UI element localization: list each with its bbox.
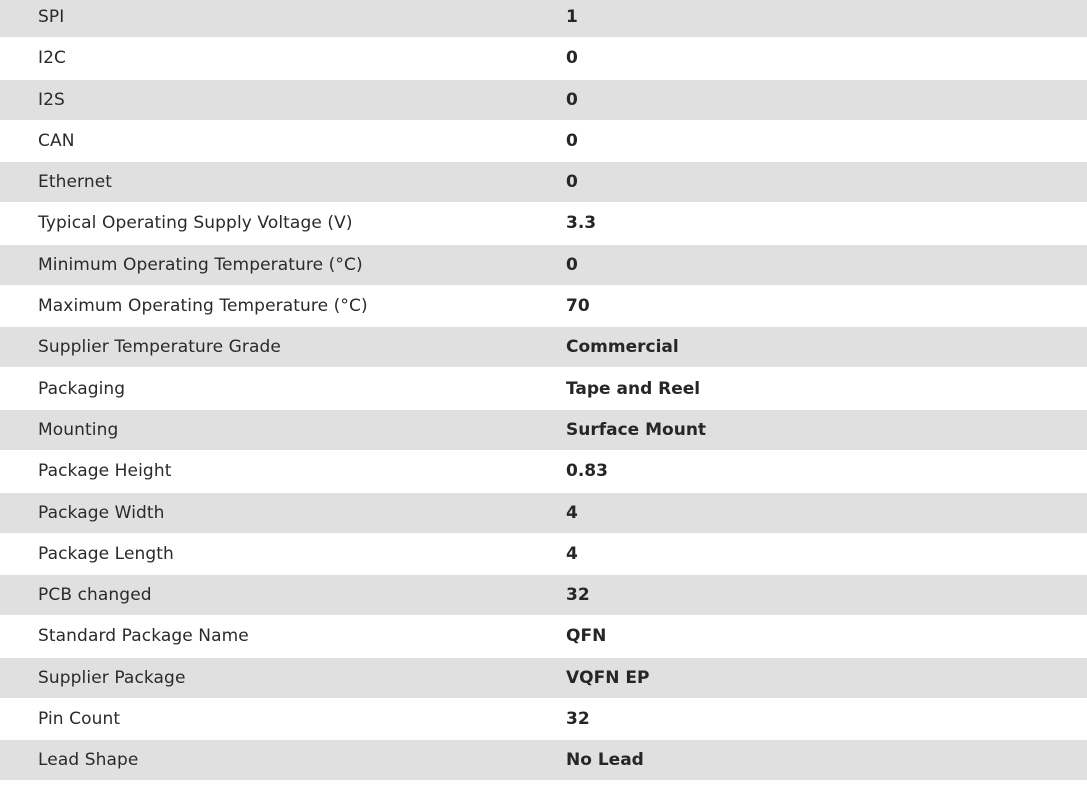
table-row-i2s (0, 80, 1087, 120)
table-row-spi (0, 0, 1087, 37)
spec-value: 0 (566, 254, 578, 275)
table-row-i2c (0, 37, 1087, 80)
spec-value: 4 (566, 502, 578, 523)
table-row-mounting (0, 410, 1087, 450)
spec-label: Maximum Operating Temperature (°C) (38, 296, 368, 317)
spec-value: Surface Mount (566, 419, 707, 440)
table-row-standard-package-name (0, 615, 1087, 658)
spec-label: Package Length (38, 543, 174, 564)
spec-label: Lead Shape (38, 750, 139, 771)
spec-label: Standard Package Name (38, 626, 249, 647)
spec-value: 0 (566, 48, 578, 69)
spec-label: Ethernet (38, 172, 113, 193)
spec-label: SPI (38, 7, 65, 27)
table-row-can (0, 120, 1087, 163)
spec-value: QFN (566, 626, 607, 647)
spec-label: Packaging (38, 378, 126, 399)
spec-label: Typical Operating Supply Voltage (V) (38, 213, 353, 234)
spec-value: 32 (566, 585, 590, 606)
table-row-supplier-package (0, 658, 1087, 698)
spec-label: CAN (38, 130, 75, 151)
spec-label: I2C (38, 48, 66, 69)
spec-value: No Lead (566, 750, 644, 771)
spec-value: VQFN EP (566, 667, 650, 688)
spec-label: Supplier Package (38, 667, 186, 688)
table-row-package-width (0, 493, 1087, 533)
spec-value: 70 (566, 296, 590, 317)
spec-value: Tape and Reel (566, 378, 701, 399)
spec-value: Commercial (566, 337, 679, 358)
spec-value: 32 (566, 709, 590, 730)
table-row-package-height (0, 450, 1087, 493)
table-row-pcb-changed (0, 575, 1087, 615)
spec-value: 0 (566, 172, 578, 193)
spec-label: Package Height (38, 461, 172, 482)
table-row-min-temperature (0, 245, 1087, 285)
spec-label: Minimum Operating Temperature (°C) (38, 254, 363, 275)
spec-value: 3.3 (566, 213, 597, 234)
table-row-temperature-grade (0, 327, 1087, 367)
spec-label: Supplier Temperature Grade (38, 337, 281, 358)
spec-label: PCB changed (38, 585, 152, 606)
table-row-ethernet (0, 162, 1087, 202)
table-row-max-temperature (0, 285, 1087, 328)
table-row-package-length (0, 533, 1087, 576)
spec-value: 0 (566, 89, 578, 110)
table-row-supply-voltage (0, 202, 1087, 245)
spec-value: 4 (566, 543, 578, 564)
spec-value: 0 (566, 130, 578, 151)
table-row-pin-count (0, 698, 1087, 741)
table-row-lead-shape (0, 740, 1087, 780)
spec-label: Pin Count (38, 709, 121, 730)
spec-label: Mounting (38, 419, 119, 440)
spec-value: 0.83 (566, 461, 608, 482)
spec-value: 1 (566, 7, 578, 27)
spec-label: Package Width (38, 502, 165, 523)
spec-label: I2S (38, 89, 65, 110)
table-row-packaging (0, 367, 1087, 410)
